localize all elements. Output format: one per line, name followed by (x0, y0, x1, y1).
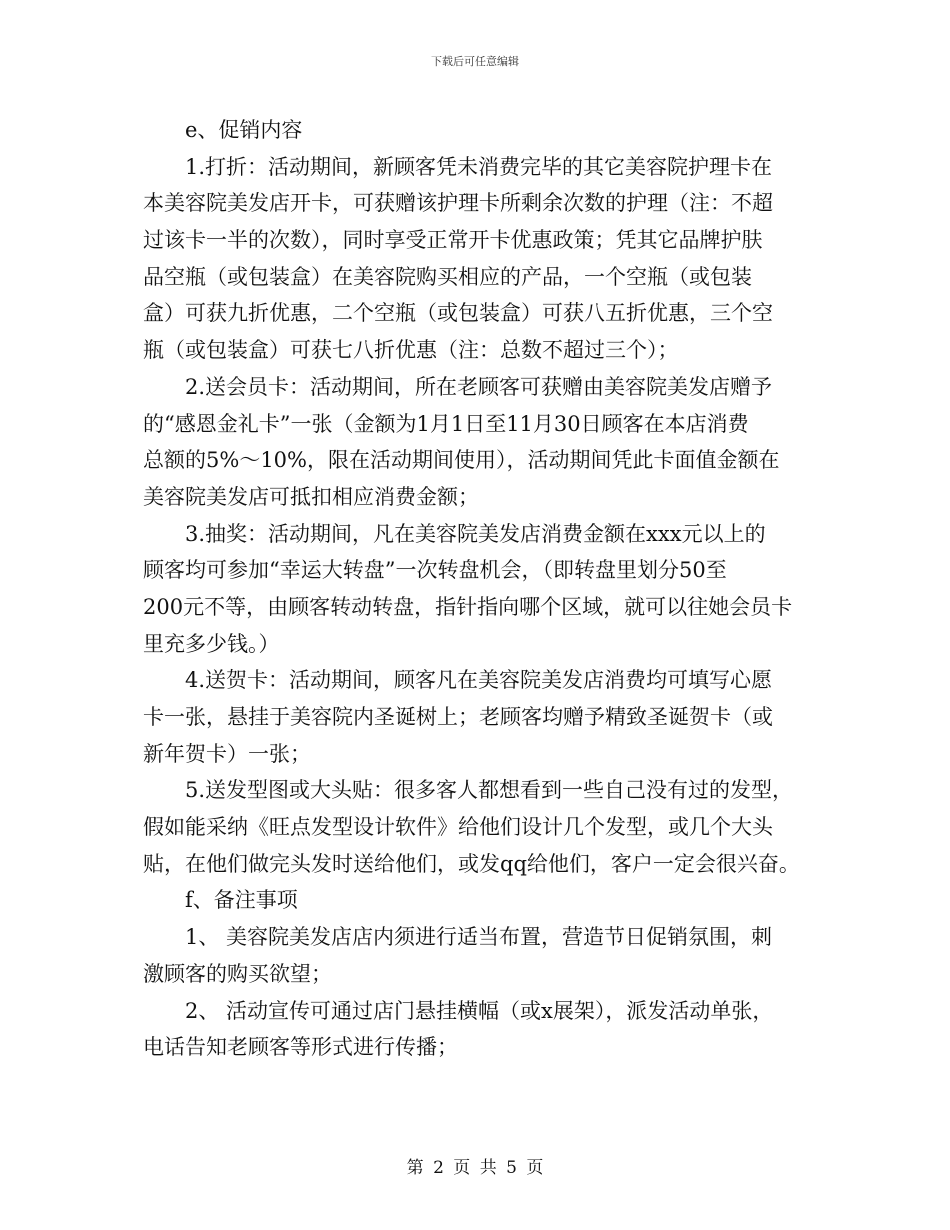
text-line: f、备注事项 (185, 888, 298, 913)
text-line: e、促销内容 (185, 118, 303, 142)
document-body (143, 112, 813, 1066)
text-line: 1.打折：活动期间，新顾客凭未消费完毕的其它美容院护理卡在 (185, 154, 773, 179)
text-line: 顾客均可参加“幸运大转盘”一次转盘机会，（即转盘里划分50至 (143, 558, 727, 583)
text-line: 假如能采纳《旺点发型设计软件》给他们设计几个发型，或几个大头 (143, 815, 773, 840)
text-line: 200元不等，由顾客转动转盘，指针指向哪个区域，就可以往她会员卡 (143, 594, 793, 619)
text-line: 总额的5%～10%，限在活动期间使用），活动期间凭此卡面值金额在 (143, 448, 780, 473)
text-line: 贴，在他们做完头发时送给他们，或发qq给他们，客户一定会很兴奋。 (143, 851, 800, 876)
text-line: 的“感恩金礼卡”一张（金额为1月1日至11月30日顾客在本店消费 (143, 411, 749, 436)
text-line: 电话告知老顾客等形式进行传播； (143, 1035, 458, 1060)
text-line: 盒）可获九折优惠，二个空瓶（或包装盒）可获八五折优惠，三个空 (143, 301, 773, 326)
text-line: 3.抽奖：活动期间，凡在美容院美发店消费金额在xxx元以上的 (185, 521, 766, 546)
text-line: 瓶（或包装盒）可获七八折优惠（注：总数不超过三个）； (143, 338, 679, 363)
text-line: 激顾客的购买欲望； (143, 961, 332, 986)
text-line: 卡一张，悬挂于美容院内圣诞树上；老顾客均赠予精致圣诞贺卡（或 (143, 705, 773, 729)
page-number: 第 2 页 共 5 页 (406, 1158, 544, 1178)
text-line: 2.送会员卡：活动期间，所在老顾客可获赠由美容院美发店赠予 (185, 374, 773, 399)
text-line: 里充多少钱。） (143, 631, 280, 656)
text-line: 本美容院美发店开卡，可获赠该护理卡所剩余次数的护理（注：不超 (143, 191, 773, 216)
page-header-note: 下载后可任意编辑 (431, 55, 519, 68)
text-line: 2、 活动宣传可通过店门悬挂横幅（或x展架），派发活动单张， (185, 998, 774, 1023)
text-line: 品空瓶（或包装盒）在美容院购买相应的产品，一个空瓶（或包装 (143, 264, 752, 289)
text-line: 4.送贺卡：活动期间，顾客凡在美容院美发店消费均可填写心愿 (185, 668, 773, 693)
text-line: 过该卡一半的次数），同时享受正常开卡优惠政策；凭其它品牌护肤 (143, 228, 763, 253)
text-line: 5.送发型图或大头贴：很多客人都想看到一些自己没有过的发型， (185, 778, 794, 803)
text-line: 新年贺卡）一张； (143, 741, 311, 766)
text-line: 1、 美容院美发店店内须进行适当布置，营造节日促销氛围，刺 (185, 925, 773, 950)
text-line: 美容院美发店可抵扣相应消费金额； (143, 484, 479, 509)
